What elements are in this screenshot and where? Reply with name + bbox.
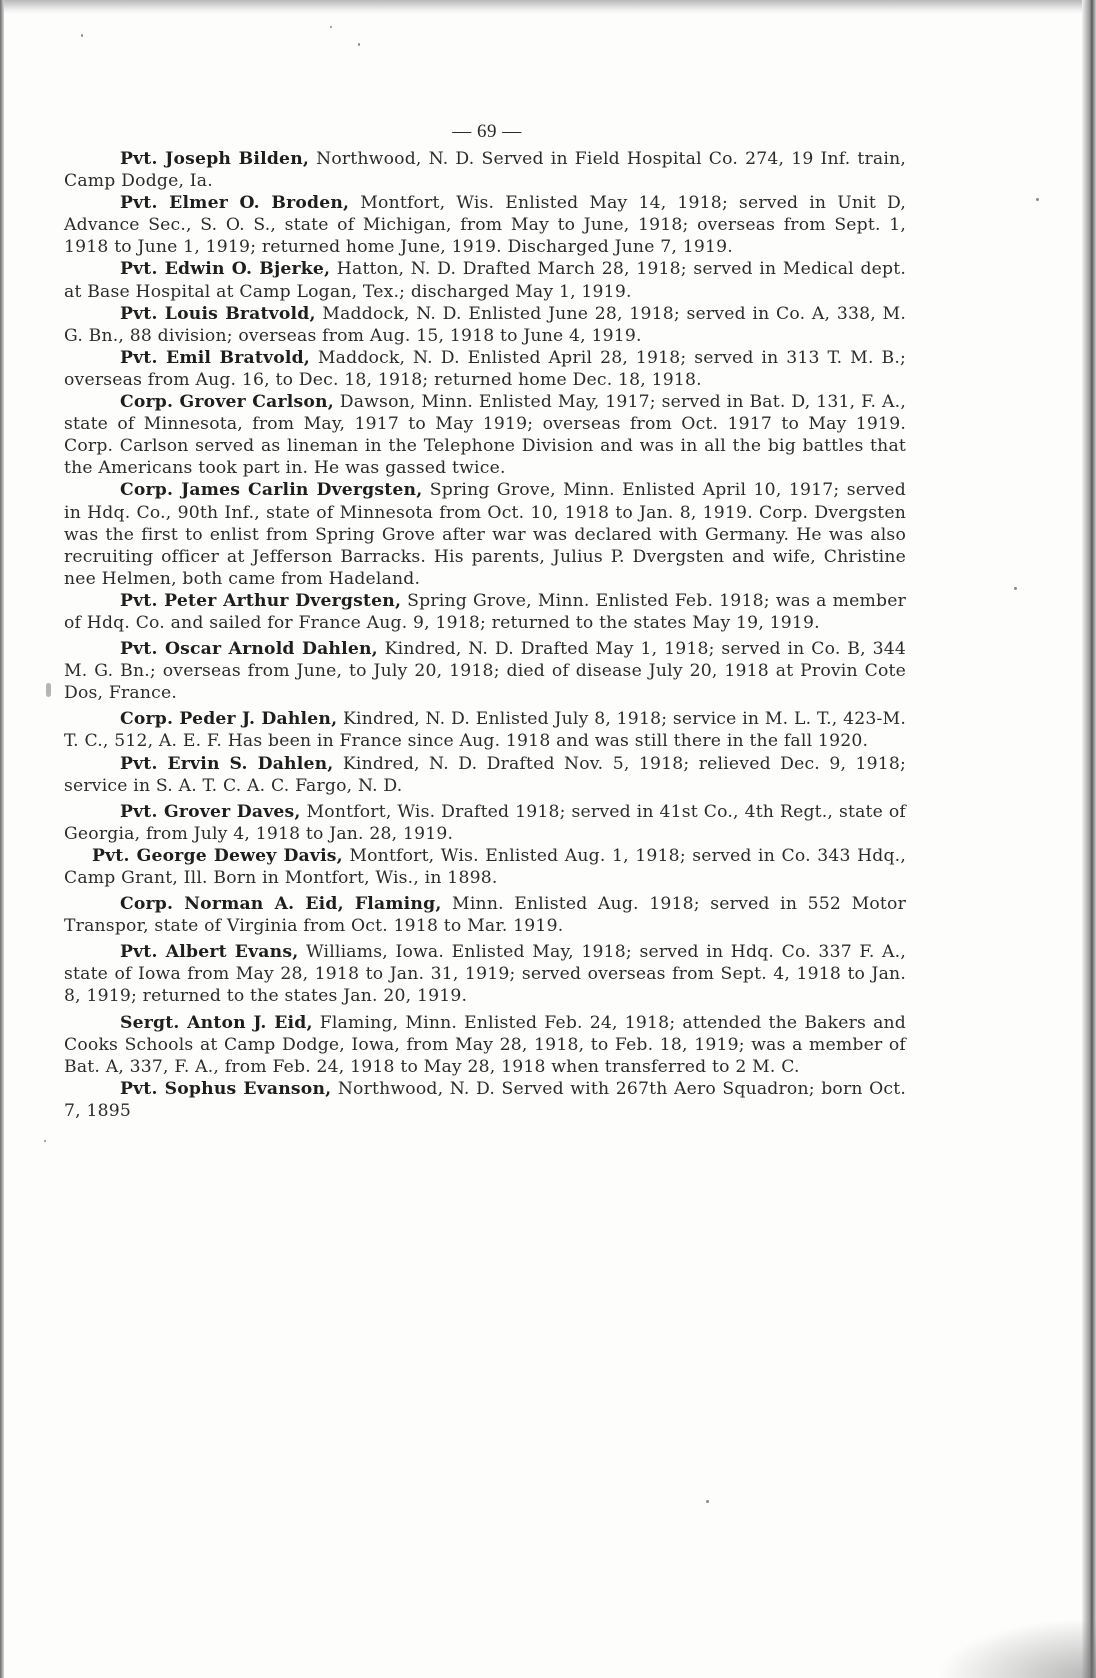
entry-name: Pvt. Louis Bratvold, (120, 303, 316, 324)
entry-peter-dvergsten (64, 590, 906, 634)
entry-name: Pvt. Emil Bratvold, (120, 347, 310, 368)
entry-ervin-dahlen (64, 753, 906, 797)
entry-text: Maddock, N. D. Enlisted April 28, 1918; served in 313 T. M. B.; overseas from Aug. 16, to Dec. 18, 1918; returned home Dec. 18, 1918. (64, 347, 906, 390)
paper-speck (44, 1140, 46, 1142)
entry-name: Corp. James Carlin Dvergsten, (120, 480, 423, 501)
entry-text: Maddock, N. D. Enlisted June 28, 1918; served in Co. A, 338, M. G. Bn., 88 division; overseas from Aug. 15, 1918 to June 4, 1919. (64, 303, 906, 346)
paper-speck (706, 1500, 709, 1503)
entry-name: Corp. Norman A. Eid, Flaming, (120, 894, 442, 915)
paper-speck (358, 43, 360, 46)
entry-norman-eid (64, 893, 906, 937)
entry-joseph-bilden (64, 148, 906, 192)
entry-sophus-evanson (64, 1078, 906, 1122)
entry-text: Montfort, Wis. Drafted 1918; served in 41st Co., 4th Regt., state of Georgia, from July 4, 1918 to Jan. 28, 1919. (64, 801, 906, 844)
entry-name: Pvt. Edwin O. Bjerke, (120, 259, 331, 280)
entry-name: Pvt. Joseph Bilden, (120, 149, 310, 169)
paper-speck (81, 34, 83, 37)
entry-text: Spring Grove, Minn. Enlisted April 10, 1917; served in Hdq. Co., 90th Inf., state of Minnesota from Oct. 10, 1918 to Jan. 8, 1919. Corp. Dvergsten was the first to enlist from Spring Grove after war was declared with Germany. He was also recruiting officer at Jefferson Barracks. His parents, Julius P. Dvergsten and wife, Christine nee Helmen, both came from Hadeland. (64, 480, 907, 589)
entry-name: Pvt. Peter Arthur Dvergsten, (120, 590, 402, 611)
entry-text: Kindred, N. D. Enlisted July 8, 1918; service in M. L. T., 423-M. T. C., 512, A. E. F. Has been in France since Aug. 1918 and was still there in the fall 1920. (64, 709, 906, 752)
entry-text: Williams, Iowa. Enlisted May, 1918; served in Hdq. Co. 337 F. A., state of Iowa from May 28, 1918 to Jan. 31, 1919; served overseas from Sept. 4, 1918 to Jan. 8, 1919; returned to the states Jan. 20, 1919. (64, 942, 906, 1007)
entry-text: Minn. Enlisted Aug. 1918; served in 552 Motor Transpor, state of Virginia from Oct. 1918 to Mar. 1919. (64, 894, 906, 937)
entry-text: Kindred, N. D. Drafted Nov. 5, 1918; relieved Dec. 9, 1918; service in S. A. T. C. A. C. Fargo, N. D. (64, 753, 906, 796)
entry-name: Pvt. Ervin S. Dahlen, (120, 753, 334, 774)
entry-text: Northwood, N. D. Served with 267th Aero Squadron; born Oct. 7, 1895 (64, 1078, 906, 1121)
paper-speck (1036, 198, 1039, 201)
entry-edwin-bjerke (64, 258, 906, 302)
entry-name: Pvt. George Dewey Davis, (92, 845, 343, 866)
entry-peder-dahlen (64, 708, 906, 752)
paper-speck (1014, 587, 1017, 590)
entry-name: Pvt. Elmer O. Broden, (120, 193, 350, 214)
page-number: — 69 — (452, 121, 522, 142)
paper-speck (330, 26, 332, 28)
entry-anton-eid (64, 1012, 906, 1078)
entry-name: Corp. Grover Carlson, (120, 392, 334, 413)
entry-text: Montfort, Wis. Enlisted Aug. 1, 1918; served in Co. 343 Hdq., Camp Grant, Ill. Born in Montfort, Wis., in 1898. (64, 845, 906, 888)
entry-name: Pvt. Sophus Evanson, (120, 1078, 332, 1099)
entry-text: Kindred, N. D. Drafted May 1, 1918; served in Co. B, 344 M. G. Bn.; overseas from June, to July 20, 1918; died of disease July 20, 1918 at Provin Cote Dos, France. (64, 639, 906, 704)
entry-george-davis (64, 845, 906, 889)
entry-grover-carlson (64, 391, 906, 479)
page-right-edge (1082, 0, 1096, 1678)
entry-emil-bratvold (64, 347, 906, 391)
entry-elmer-broden (64, 192, 906, 258)
entry-albert-evans (64, 941, 906, 1007)
entry-oscar-dahlen (64, 638, 906, 704)
entry-name: Corp. Peder J. Dahlen, (120, 709, 338, 730)
entry-text: Flaming, Minn. Enlisted Feb. 24, 1918; attended the Bakers and Cooks Schools at Camp Dodge, Iowa, from May 28, 1918, to Feb. 18, 1919; was a member of Bat. A, 337, F. A., from Feb. 24, 1918 to May 28, 1918 when transferred to 2 M. C. (64, 1012, 906, 1077)
page-top-shadow (0, 0, 1096, 14)
entry-text: Dawson, Minn. Enlisted May, 1917; served in Bat. D, 131, F. A., state of Minnesota, from May, 1917 to May 1919; overseas from Oct. 1917 to May 1919. Corp. Carlson served as lineman in the Telephone Division and was in all the big battles that the Americans took part in. He was gassed twice. (64, 392, 906, 479)
entry-james-dvergsten (64, 479, 906, 589)
entry-name: Pvt. Albert Evans, (120, 942, 299, 963)
entry-louis-bratvold (64, 303, 906, 347)
page-corner-shadow (936, 1618, 1096, 1678)
entry-text: Montfort, Wis. Enlisted May 14, 1918; served in Unit D, Advance Sec., S. O. S., state of Michigan, from May to June, 1918; overseas from Sept. 1, 1918 to June 1, 1919; returned home June, 1919. Discharged June 7, 1919. (64, 193, 906, 258)
roster-text (64, 148, 906, 1122)
page-left-edge (0, 0, 4, 1678)
entry-grover-daves (64, 801, 906, 845)
entry-name: Sergt. Anton J. Eid, (120, 1012, 313, 1033)
paper-speck (46, 683, 51, 697)
entry-text: Hatton, N. D. Drafted March 28, 1918; served in Medical dept. at Base Hospital at Camp Logan, Tex.; discharged May 1, 1919. (64, 259, 906, 302)
entry-text: Northwood, N. D. Served in Field Hospital Co. 274, 19 Inf. train, Camp Dodge, Ia. (64, 149, 906, 192)
entry-name: Pvt. Grover Daves, (120, 801, 301, 822)
entry-name: Pvt. Oscar Arnold Dahlen, (120, 639, 378, 660)
entry-text: Spring Grove, Minn. Enlisted Feb. 1918; was a member of Hdq. Co. and sailed for France Aug. 9, 1918; returned to the states May 19, 1919. (64, 590, 906, 633)
